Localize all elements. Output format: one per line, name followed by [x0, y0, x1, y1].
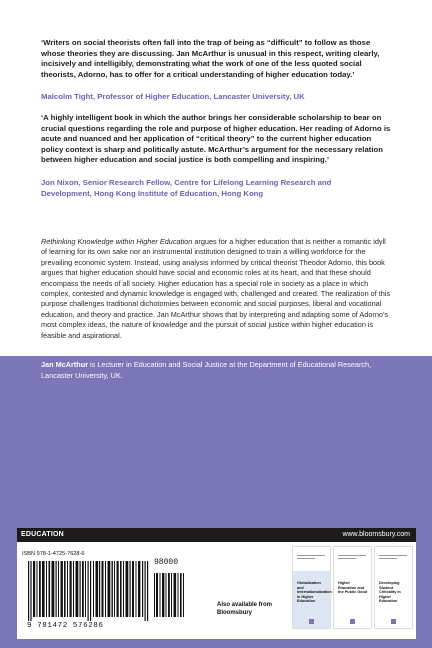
- publisher-website: www.bloomsbury.com: [342, 531, 410, 538]
- cover-line: [338, 558, 356, 559]
- author-bio: [41, 360, 393, 381]
- book-description-body: argues for a higher education that is neither a romantic idyll of learning for its own sake nor an instrumental institution designed to train a willing workforce for the prevailing economic system. Instead, using analysis informed by critical theorist Theodor Adorno, this book argues that higher education should have social and economic roles at its heart, and that these should encompass the needs of all society. Higher education has a special role in society as a place in which complex, contested and dynamic knowledge is engaged with, challenged and created. The realization of this purpose challenges traditional dichotomies between economic and social purposes, liberal and vocational education, and theory and practice. Jan McArthur shows that by interpreting and adapting some of Adorno’s most complex ideas, the nature of knowledge and the pursuit of social justice within higher education is feasible and aspirational.: [41, 237, 391, 340]
- isbn-label: ISBN 978-1-4725-7628-6: [22, 551, 85, 557]
- related-book-1-title: Globalization and Internationalization in Higher Education: [297, 581, 332, 604]
- cover-line: [379, 558, 397, 559]
- related-book-3-title: Developing Student Criticality in Higher Education: [379, 581, 401, 604]
- related-book-2-cover: [334, 547, 371, 628]
- cover-line: [379, 555, 407, 556]
- author-bio-text: is Lecturer in Education and Social Justice at the Department of Educational Research, Lancaster University, UK.: [41, 360, 372, 380]
- related-book-3-cover: [375, 547, 412, 628]
- publisher-logo-icon: [309, 619, 314, 624]
- author-name: Jan McArthur: [41, 360, 89, 369]
- cover-line: [297, 558, 315, 559]
- quote-1-text: ‘Writers on social theorists often fall into the trap of being as “difficult” to follow as those whose theories they are discussing. Jan McArthur is unusual in this respect, writing clearly, incisively and intelligibly, demonstrating what the work of one of the less quoted social theorists, Adorno, has to offer for a critical understanding of higher education today.’: [41, 38, 380, 79]
- publisher-logo-icon: [350, 619, 355, 624]
- related-book-2-title: Higher Education and the Public Good: [338, 581, 368, 595]
- book-title: Rethinking Knowledge within Higher Education: [41, 237, 193, 246]
- price-code: 98000: [154, 558, 179, 567]
- quote-2-text: ‘A highly intelligent book in which the author brings her considerable scholarship to bear on crucial questions regarding the role and purpose of higher education. Her reading of Adorno is acute and nuanced and her application of “critical theory” to the current higher education policy context is sharp and politically astute. McArthur’s argument for the necessary relation between higher education and social justice is both compelling and inspiring.’: [41, 113, 391, 165]
- barcode-image: [22, 559, 192, 629]
- quote-2-attribution: Jon Nixon, Senior Research Fellow, Centre for Lifelong Learning Research and Development, Hong Kong Institute of Education, Hong Kong: [41, 178, 332, 198]
- cover-line: [338, 555, 366, 556]
- related-book-1-cover: [293, 547, 330, 628]
- category-bar: [17, 528, 416, 542]
- cover-line: [297, 555, 325, 556]
- barcode-digits: 9 781472 576286: [27, 622, 104, 630]
- also-available-label: Also available from Bloomsbury: [217, 602, 273, 616]
- book-description: [41, 237, 393, 341]
- category-label: EDUCATION: [21, 531, 64, 538]
- publisher-logo-icon: [391, 619, 396, 624]
- quote-1-attribution: Malcolm Tight, Professor of Higher Education, Lancaster University, UK: [41, 92, 305, 101]
